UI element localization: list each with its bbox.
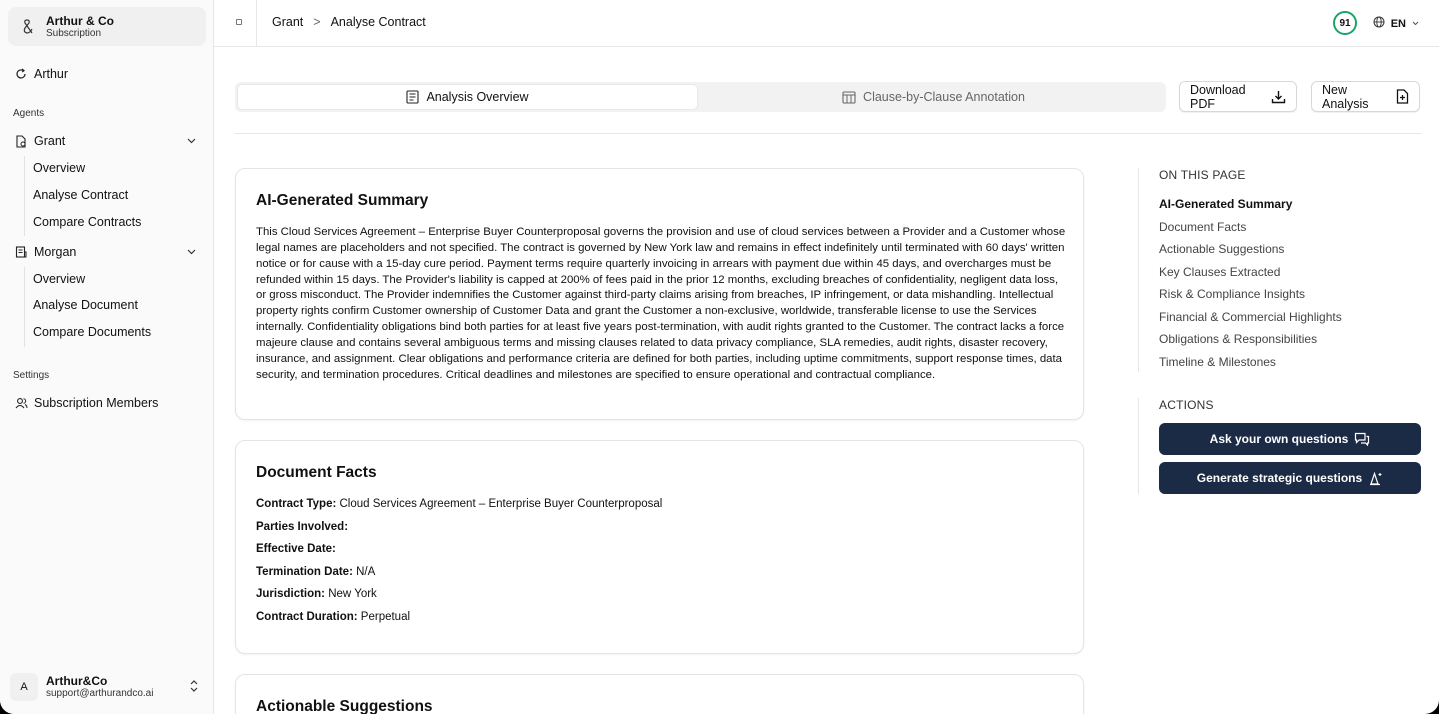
toc-item-document-facts[interactable]: Document Facts	[1159, 220, 1247, 234]
sidebar-item-compare-documents[interactable]: Compare Documents	[33, 325, 152, 339]
breadcrumb	[272, 15, 426, 29]
sidebar-item-grant-overview[interactable]: Overview	[33, 161, 86, 175]
org-switcher[interactable]	[8, 7, 206, 46]
divider	[256, 0, 257, 47]
document-lines-icon	[406, 90, 419, 104]
section-title: AI-Generated Summary	[256, 192, 429, 209]
tab-label: Clause-by-Clause Annotation	[863, 90, 1025, 104]
suggestions-card	[235, 674, 1084, 714]
sidebar-item-compare-contracts[interactable]: Compare Contracts	[33, 215, 142, 229]
file-plus-icon	[1396, 89, 1409, 104]
fact-value: New York	[328, 588, 377, 600]
language-selector[interactable]	[1373, 16, 1419, 31]
user-menu[interactable]	[10, 672, 204, 702]
sidebar-item-arthur[interactable]	[0, 66, 214, 82]
user-email: support@arthurandco.ai	[46, 687, 154, 699]
top-bar	[214, 0, 1439, 47]
section-label-settings: Settings	[13, 370, 50, 381]
chevron-down-icon[interactable]	[187, 247, 196, 258]
toc-item-financial[interactable]: Financial & Commercial Highlights	[1159, 310, 1342, 324]
refresh-icon	[14, 67, 28, 81]
tab-label: Analysis Overview	[426, 90, 529, 104]
divider	[235, 133, 1421, 134]
document-sign-icon	[14, 134, 28, 148]
button-label: Ask your own questions	[1209, 432, 1349, 446]
org-name: Arthur & Co	[46, 13, 114, 28]
button-label: Download PDF	[1190, 82, 1246, 111]
submenu-guide	[24, 156, 25, 236]
sidebar-item-label: Subscription Members	[34, 396, 159, 410]
fact-label: Parties Involved:	[256, 521, 349, 533]
main-content	[214, 0, 1439, 714]
sparkle-pen-icon	[1368, 471, 1383, 486]
summary-card	[235, 168, 1084, 420]
breadcrumb-current: Analyse Contract	[330, 15, 426, 29]
language-label: EN	[1390, 17, 1406, 30]
ampersand-logo-icon	[18, 16, 40, 38]
download-icon	[1271, 90, 1286, 104]
chevron-down-icon	[1412, 19, 1419, 28]
actions-guide	[1138, 398, 1139, 494]
button-label: New Analysis	[1322, 82, 1369, 111]
fact-termination-date	[256, 566, 375, 578]
fact-label: Contract Type:	[256, 498, 337, 510]
fact-contract-duration	[256, 611, 410, 623]
sidebar-item-grant[interactable]	[0, 133, 214, 149]
summary-text: This Cloud Services Agreement – Enterprise Buyer Counterproposal governs the provision and use of cloud services between a Provider and a Customer whose legal names are placeholders and not specified. The contract is governed by New York law and remains in effect indefinitely until terminated with 60 days' written notice or for cause with a 15-day cure period. Payment terms require quarterly invoicing in arrears with payment due within 45 days, and overcharges must be refunded within 15 days. The Provider's liability is capped at 200% of fees paid in the prior 12 months, excluding breaches of confidentiality, negligent data loss, or gross misconduct. The Provider indemnifies the Customer against third-party claims arising from breaches, IP infringement, or data mishandling. Intellectual property rights confirm Customer ownership of Customer Data and grant the Customer a non-exclusive, worldwide, transferable license to use the Services internally. Confidentiality obligations bind both parties for at least five years post-termination, with audit rights granted to the Customer. The contract lacks a force majeure clause and contains several ambiguous terms and missing clauses related to data privacy compliance, SLA remedies, audit rights, disaster recovery, insurance, and assignment. Clear obligations and performance criteria are defined for both parties, including uptime commitments, support response times, data security, and termination procedures. Critical deadlines and milestones are specified to ensure operational and contractual compliance.	[256, 226, 1066, 381]
chevron-up-down-icon[interactable]	[190, 680, 198, 695]
fact-value: Perpetual	[360, 611, 411, 623]
chat-icon	[1354, 432, 1370, 446]
sidebar-item-subscription-members[interactable]	[0, 395, 214, 411]
toc-item-suggestions[interactable]: Actionable Suggestions	[1159, 242, 1285, 256]
sidebar-toggle-icon[interactable]	[236, 19, 242, 25]
fact-effective-date	[256, 543, 336, 555]
fact-label: Termination Date:	[256, 566, 353, 578]
fact-value: N/A	[356, 566, 376, 578]
toc-item-risk[interactable]: Risk & Compliance Insights	[1159, 287, 1306, 301]
section-title: Actionable Suggestions	[256, 698, 433, 714]
button-label: Generate strategic questions	[1196, 471, 1363, 485]
actions-heading: ACTIONS	[1159, 398, 1214, 412]
submenu-guide	[24, 267, 25, 347]
toc-heading: ON THIS PAGE	[1159, 168, 1246, 182]
sidebar-item-analyse-contract[interactable]: Analyse Contract	[33, 188, 129, 202]
sidebar-item-morgan[interactable]	[0, 244, 214, 260]
ask-questions-button[interactable]	[1159, 423, 1421, 455]
breadcrumb-parent[interactable]: Grant	[272, 15, 304, 29]
view-tabs	[235, 82, 1166, 112]
fact-jurisdiction	[256, 588, 377, 600]
fact-value: Cloud Services Agreement – Enterprise Buyer Counterproposal	[339, 498, 663, 510]
sidebar-item-analyse-document[interactable]: Analyse Document	[33, 298, 138, 312]
sidebar-item-label: Morgan	[34, 245, 77, 259]
org-subtitle: Subscription	[46, 27, 102, 39]
fact-label: Contract Duration:	[256, 611, 358, 623]
toc-item-timeline[interactable]: Timeline & Milestones	[1159, 355, 1276, 369]
tab-clause-annotation[interactable]	[704, 85, 1163, 109]
sidebar-item-label: Grant	[34, 134, 66, 148]
tab-analysis-overview[interactable]	[238, 85, 697, 109]
toc-item-obligations[interactable]: Obligations & Responsibilities	[1159, 332, 1318, 346]
document-list-icon	[14, 245, 28, 259]
users-icon	[14, 396, 28, 410]
avatar: A	[10, 673, 38, 701]
download-pdf-button[interactable]	[1179, 81, 1297, 112]
sidebar	[0, 0, 214, 714]
fact-label: Jurisdiction:	[256, 588, 326, 600]
section-title: Document Facts	[256, 464, 377, 481]
toc-item-key-clauses[interactable]: Key Clauses Extracted	[1159, 265, 1281, 279]
globe-icon	[1373, 16, 1385, 31]
user-name: Arthur&Co	[46, 673, 108, 688]
section-label-agents: Agents	[13, 108, 45, 119]
fact-label: Effective Date:	[256, 543, 336, 555]
generate-questions-button[interactable]	[1159, 462, 1421, 494]
new-analysis-button[interactable]	[1311, 81, 1420, 112]
fact-parties	[256, 521, 348, 533]
document-facts-card	[235, 440, 1084, 654]
fact-contract-type	[256, 498, 662, 510]
sidebar-item-label: Arthur	[34, 67, 69, 81]
breadcrumb-separator: >	[313, 15, 321, 29]
chevron-down-icon[interactable]	[187, 136, 196, 147]
toc-item-summary[interactable]: AI-Generated Summary	[1159, 197, 1293, 211]
score-badge[interactable]: 91	[1333, 11, 1357, 35]
toc-guide	[1138, 168, 1139, 372]
sidebar-item-morgan-overview[interactable]: Overview	[33, 272, 86, 286]
table-columns-icon	[842, 91, 856, 104]
